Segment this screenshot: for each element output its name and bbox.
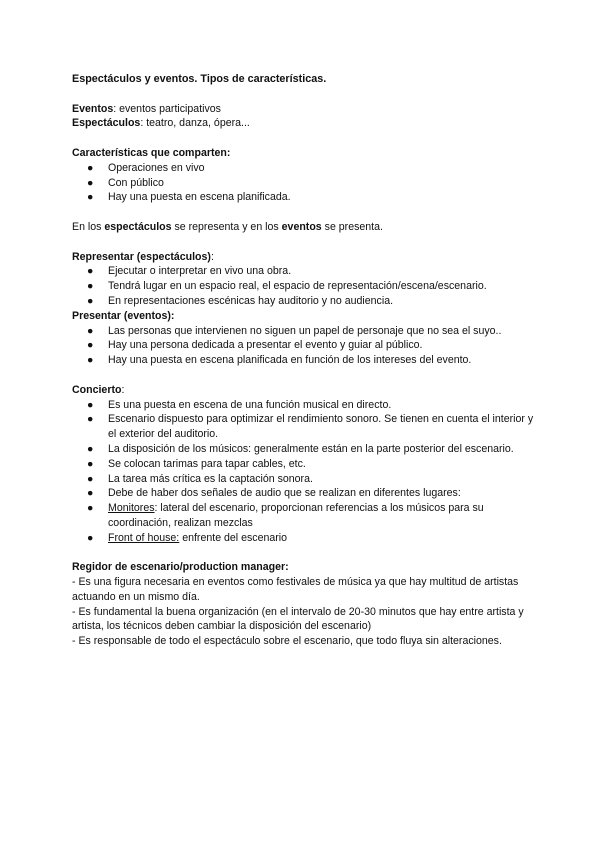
list-representar [72,264,540,308]
list-item: ● En representaciones escénicas hay auditorio y no audiencia. [87,294,394,307]
list-item: ● Hay una puesta en escena planificada en función de los intereses del evento. [87,354,472,367]
list-concierto [72,398,540,546]
heading-regidor: Regidor de escenario/production manager: [72,561,289,574]
document-title: Espectáculos y eventos. Tipos de características. [72,73,327,85]
term-eventos: Eventos [72,102,114,115]
list-item: ● Es una puesta en escena de una función musical en directo. [87,398,392,411]
list-item-front-of-house: ● Front of house: enfrente del escenario [87,531,288,544]
list-item: ● Se colocan tarimas para tapar cables, etc. [87,457,306,470]
term-monitores: Monitores [108,502,155,515]
comparison-sentence: En los espectáculos se representa y en los eventos se presenta. [72,220,383,233]
heading-presentar: Presentar (eventos): [72,309,175,322]
list-item-monitores: ● Monitores: lateral del escenario, proporcionan referencias a los músicos para su coordinación, realizan mezclas [87,502,484,529]
definition-espectaculos: Espectáculos: teatro, danza, ópera... [72,117,250,130]
list-caracteristicas [72,161,540,205]
list-item: ● Con público [87,176,164,189]
list-item: ● Escenario dispuesto para optimizar el rendimiento sonoro. Se tienen en cuenta el interior y el exterior del auditorio. [87,413,534,441]
heading-representar: Representar (espectáculos): [72,250,214,263]
list-item: ● La tarea más crítica es la captación sonora. [87,472,313,485]
heading-caracteristicas: Características que comparten: [72,146,231,159]
regidor-line: - Es una figura necesaria en eventos como festivales de música ya que hay multitud de artistas actuando en un mismo día. [72,576,519,603]
list-item: ● Ejecutar o interpretar en vivo una obra. [87,265,292,278]
list-item: ● Hay una puesta en escena planificada. [87,191,291,204]
definition-eventos: Eventos: eventos participativos [72,102,221,115]
list-item: ● Operaciones en vivo [87,161,205,174]
regidor-line: - Es fundamental la buena organización (en el intervalo de 20-30 minutos que hay entre artista y artista, los técnicos deben cambiar la disposición del escenario) [72,605,524,633]
heading-concierto: Concierto: [72,383,125,396]
list-item: ● Debe de haber dos señales de audio que se realizan en diferentes lugares: [87,487,461,500]
list-item: ● Hay una persona dedicada a presentar el evento y guiar al público. [87,339,423,352]
list-item: ● Las personas que intervienen no siguen un papel de personaje que no sea el suyo.. [87,324,502,337]
term-front-of-house: Front of house: [108,531,180,544]
regidor-line: - Es responsable de todo el espectáculo sobre el escenario, que todo fluya sin alteraciones. [72,635,502,648]
list-item: ● Tendrá lugar en un espacio real, el espacio de representación/escena/escenario. [87,280,487,293]
term-espectaculos: Espectáculos [72,117,141,130]
list-item: ● La disposición de los músicos: generalmente están en la parte posterior del escenario. [87,442,514,455]
list-presentar [72,324,540,368]
